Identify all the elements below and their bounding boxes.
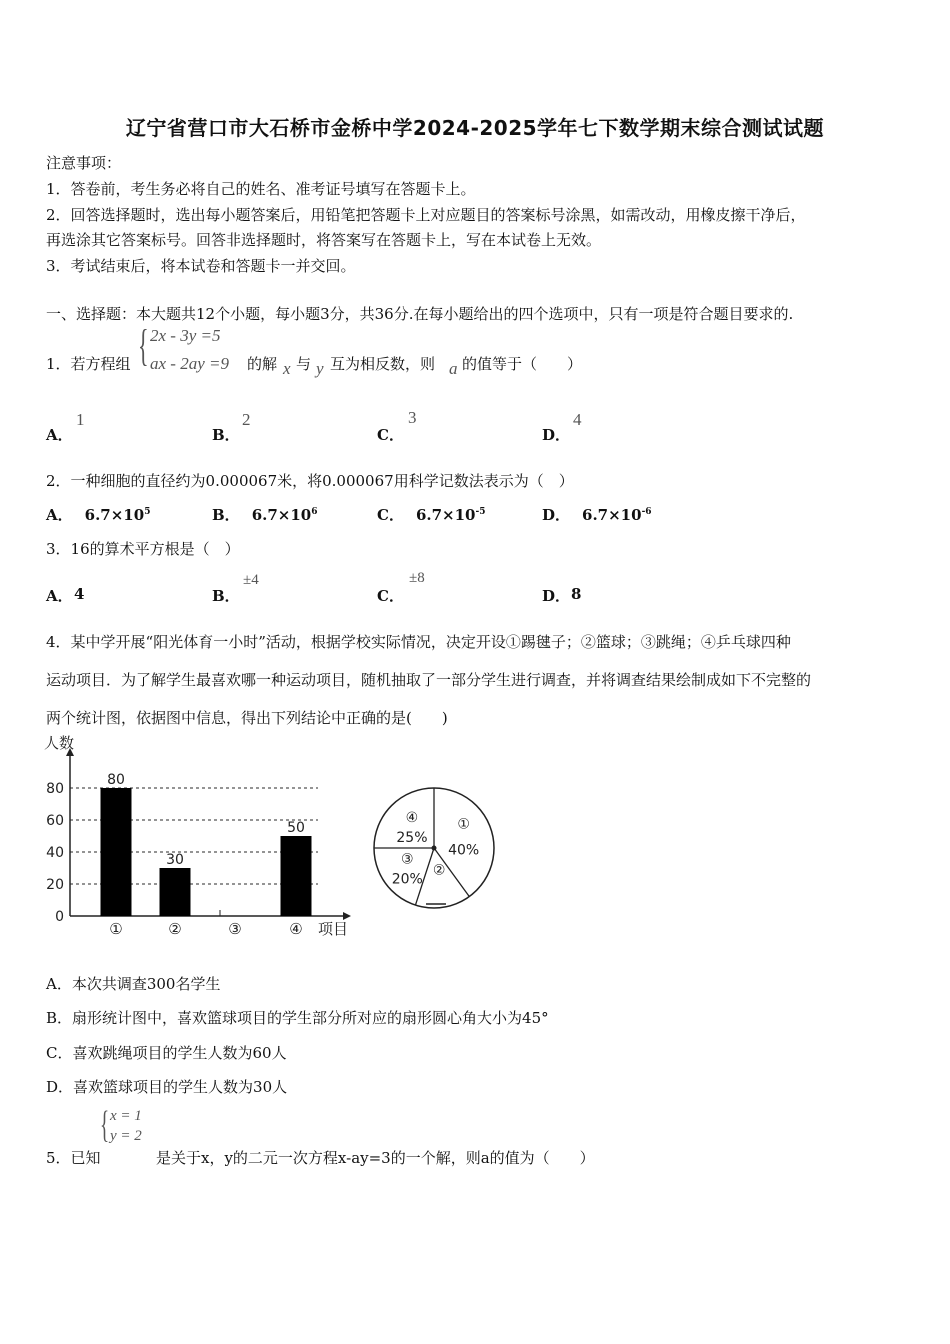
q3-option-value: 8 — [571, 585, 582, 603]
x-tick-label: ④ — [289, 920, 303, 938]
notes-item: 1．答卷前，考生务必将自己的姓名、准考证号填写在答题卡上。 — [46, 180, 476, 198]
section-heading: 一、选择题：本大题共12个小题，每小题3分，共36分.在每小题给出的四个选项中，只有一项是符合题目要求的. — [46, 305, 794, 323]
pie-chart — [368, 780, 503, 915]
notes-item: 3．考试结束后，将本试卷和答题卡一并交回。 — [46, 257, 356, 275]
q3-option-label: B． — [212, 587, 240, 605]
q2-option-label: C． — [377, 506, 404, 524]
q3-option-label: D． — [542, 587, 571, 605]
pie-slice-percent: 40% — [448, 842, 480, 859]
q2-option-A — [46, 504, 150, 525]
q1-number: 1．若方程组 — [46, 355, 131, 373]
q4-text-line: 4．某中学开展“阳光体育一小时”活动，根据学校实际情况，决定开设①踢毽子；②篮球；③跳绳；④乒乓球四种 — [46, 633, 791, 651]
q1-text: 的解 — [247, 355, 278, 373]
y-tick-label: 80 — [46, 781, 64, 797]
bar — [160, 868, 191, 916]
q1-option-label: A． — [46, 426, 73, 444]
pie-slice-percent: 20% — [391, 871, 423, 888]
q2-option-exponent: -5 — [475, 507, 486, 517]
notes-item: 再选涂其它答案标号。回答非选择题时，将答案写在答题卡上，写在本试卷上无效。 — [46, 231, 602, 249]
bar — [281, 836, 312, 916]
pie-slice-percent: 25% — [396, 829, 428, 846]
pie-slice-label: ② — [432, 862, 446, 879]
q3-text: 3．16的算术平方根是（ ） — [46, 540, 240, 558]
x-axis-label: 项目 — [318, 920, 349, 938]
q1-text: 与 — [296, 355, 312, 373]
q4-option: C．喜欢跳绳项目的学生人数为60人 — [46, 1044, 287, 1062]
data-label: 50 — [287, 820, 305, 836]
q2-text: 2．一种细胞的直径约为0.000067米，将0.000067用科学记数法表示为（ ） — [46, 472, 574, 490]
q3-option-label: C． — [377, 587, 404, 605]
q3-option-value: ±8 — [409, 570, 425, 586]
q2-option-label: D． — [542, 506, 571, 524]
q5-text: 是关于x，y的二元一次方程x-ay=3的一个解，则a的值为（ ） — [156, 1149, 595, 1167]
q1-option-value: 2 — [242, 410, 251, 429]
q1-text: 互为相反数，则 — [330, 355, 436, 373]
q1-option-label: D． — [542, 426, 571, 444]
q1-option-value: 3 — [408, 408, 417, 427]
data-label: 30 — [166, 852, 184, 868]
pie-slice-label: ④ — [405, 809, 419, 826]
q2-option-base: 6.7×10 — [251, 506, 312, 524]
q3-option-value: 4 — [74, 585, 85, 603]
pie-slice-label: ③ — [401, 851, 414, 868]
y-tick-label: 0 — [55, 909, 64, 925]
q2-option-C — [377, 504, 486, 525]
q1-text: 的值等于（ ） — [462, 355, 583, 373]
bar-chart — [40, 730, 370, 945]
bar — [101, 788, 132, 916]
q2-option-exponent: 6 — [311, 507, 318, 517]
system-brace-icon: { — [138, 321, 149, 370]
y-tick-label: 20 — [46, 877, 64, 893]
q1-var-y: y — [316, 359, 324, 378]
q2-option-base: 6.7×10 — [84, 506, 145, 524]
q2-option-base: 6.7×10 — [415, 506, 476, 524]
q1-option-label: C． — [377, 426, 404, 444]
q1-option-value: 4 — [573, 410, 582, 429]
x-tick-label: ① — [109, 920, 123, 938]
system-brace-icon: { — [100, 1104, 110, 1146]
q1-option-value: 1 — [76, 410, 85, 429]
q1-equation-2: ax - 2ay =9 — [150, 354, 229, 373]
data-label: 80 — [107, 772, 125, 788]
q2-option-B — [212, 504, 318, 525]
q2-option-base: 6.7×10 — [582, 506, 642, 524]
q3-option-label: A． — [46, 587, 73, 605]
q4-text-line: 两个统计图，依据图中信息，得出下列结论中正确的是( ) — [46, 709, 448, 727]
y-tick-label: 60 — [46, 813, 64, 829]
q2-option-exponent: 5 — [144, 507, 151, 517]
q5-text-pre: 5．已知 — [46, 1149, 101, 1167]
q2-option-D — [542, 504, 652, 525]
q4-text-line: 运动项目．为了解学生最喜欢哪一种运动项目，随机抽取了一部分学生进行调查，并将调查结果绘制成如下不完整的 — [46, 671, 812, 689]
q1-option-label: B． — [212, 426, 240, 444]
notes-heading: 注意事项： — [46, 154, 122, 172]
x-axis-arrow-icon — [343, 912, 351, 920]
notes-item: 2．回答选择题时，选出每小题答案后，用铅笔把答题卡上对应题目的答案标号涂黑，如需改动，用橡皮擦干净后， — [46, 206, 806, 224]
pie-slice-label: ① — [457, 816, 470, 833]
pie-center — [432, 846, 437, 851]
q5-equation-1: x = 1 — [110, 1108, 142, 1124]
y-axis-label: 人数 — [44, 734, 75, 752]
q4-option: D．喜欢篮球项目的学生人数为30人 — [46, 1078, 288, 1096]
q1-equation-1: 2x - 3y =5 — [150, 326, 221, 345]
x-tick-label: ② — [168, 920, 182, 938]
q1-var-a: a — [449, 359, 458, 378]
q3-option-value: ±4 — [243, 572, 259, 588]
y-tick-label: 40 — [46, 845, 64, 861]
x-tick-label: ③ — [228, 920, 242, 938]
q4-option: B．扇形统计图中，喜欢篮球项目的学生部分所对应的扇形圆心角大小为45° — [46, 1009, 549, 1027]
q1-var-x: x — [283, 359, 291, 378]
q5-equation-2: y = 2 — [110, 1128, 142, 1144]
q2-option-label: A． — [46, 506, 73, 524]
page-title: 辽宁省营口市大石桥市金桥中学2024-2025学年七下数学期末综合测试试题 — [125, 116, 825, 140]
q2-option-label: B． — [212, 506, 240, 524]
q4-option: A．本次共调查300名学生 — [46, 975, 221, 993]
q2-option-exponent: -6 — [641, 507, 652, 517]
